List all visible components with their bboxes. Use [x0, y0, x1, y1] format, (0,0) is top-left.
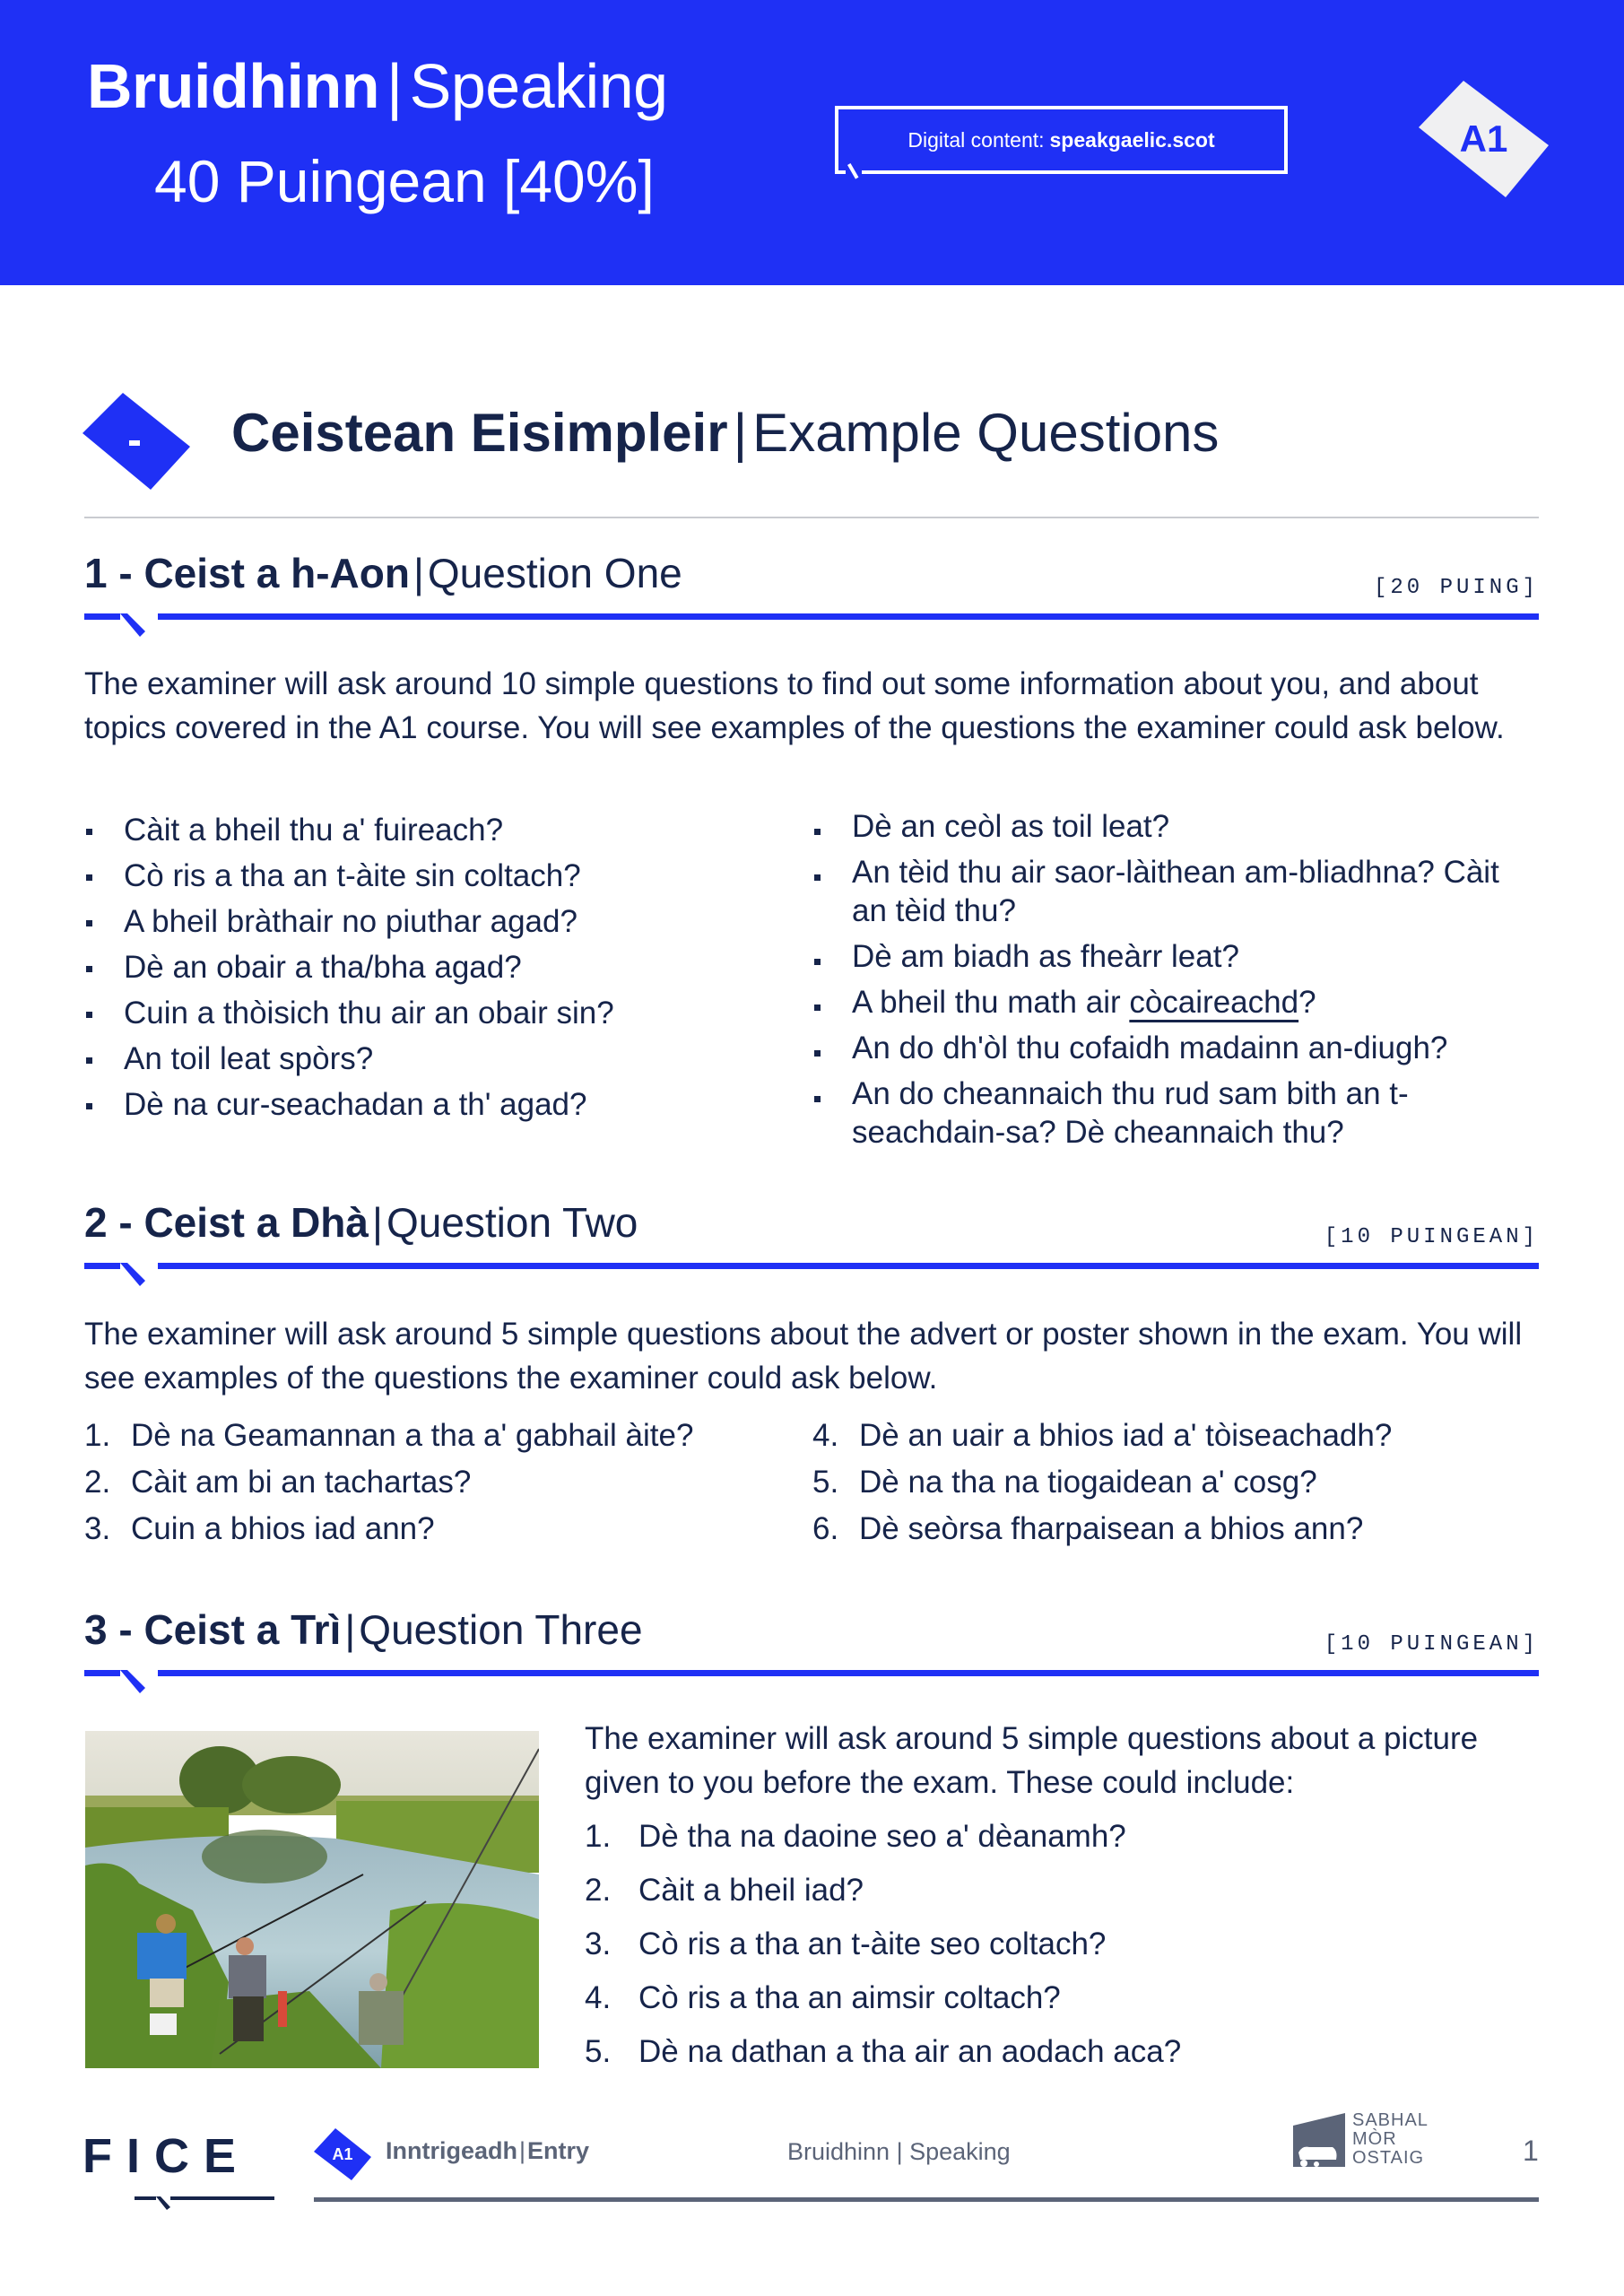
question-2-title-english: Question Two	[386, 1199, 638, 1246]
footer-level	[386, 2137, 589, 2165]
footer-section-label: Bruidhinn | Speaking	[787, 2138, 1011, 2165]
list-item	[84, 1413, 802, 1459]
fice-logo: FICE	[83, 2129, 251, 2183]
item-number: 4.	[812, 1418, 839, 1453]
item-text: Dè na dathan a tha air an aodach aca?	[638, 2034, 1182, 2069]
list-item	[812, 1459, 1539, 1506]
item-number: 2.	[585, 1873, 612, 1908]
page-number: 1	[1523, 2135, 1539, 2167]
question-3-rule	[84, 1670, 1539, 1697]
item-number: 2.	[84, 1465, 111, 1500]
item-number: 3.	[84, 1511, 111, 1546]
question-1-points: [20 PUING]	[1373, 576, 1539, 600]
question-3-title-gaelic: 3 - Ceist a Trì	[84, 1606, 342, 1653]
list-item	[585, 1819, 1535, 1873]
digital-content-link[interactable]: speakgaelic.scot	[1049, 127, 1215, 152]
list-item: An do cheannaich thu rud sam bith an t-seachdain-sa? Dè cheannaich thu?	[812, 1074, 1539, 1152]
item-text: Dè seòrsa fharpaisean a bhios ann?	[859, 1511, 1364, 1546]
list-item: Dè an ceòl as toil leat?	[812, 807, 1539, 846]
question-2-header	[84, 1198, 1539, 1247]
footer-level-gaelic: Inntrigeadh	[386, 2137, 517, 2164]
question-2-title-gaelic: 2 - Ceist a Dhà	[84, 1199, 369, 1246]
list-item: Dè na cur-seachadan a th' agad?	[84, 1082, 784, 1127]
list-item: Dè am biadh as fheàrr leat?	[812, 937, 1539, 976]
list-item	[585, 1926, 1535, 1980]
item-number: 5.	[812, 1465, 839, 1500]
level-badge-label: A1	[1459, 117, 1508, 160]
section-title-separator: |	[733, 403, 748, 463]
question-2-title	[84, 1198, 1539, 1247]
digital-content-callout	[835, 106, 1288, 174]
list-item	[812, 983, 1539, 1022]
section-title-gaelic: Ceistean Eisimpleir	[231, 403, 728, 463]
section-diamond-icon	[83, 393, 190, 490]
question-1-title-english: Question One	[427, 550, 682, 596]
level-badge	[1419, 81, 1549, 197]
title-gaelic: Bruidhinn	[87, 51, 379, 121]
question-1-title-gaelic: 1 - Ceist a h-Aon	[84, 550, 410, 596]
section-divider	[84, 517, 1539, 518]
digital-content-label: Digital content:	[908, 127, 1045, 152]
list-item	[812, 1413, 1539, 1459]
list-item: Cuin a thòisich thu air an obair sin?	[84, 990, 784, 1036]
item-text: Dè tha na daoine seo a' dèanamh?	[638, 1819, 1126, 1854]
question-1-left-list	[84, 807, 784, 1127]
section-title-english: Example Questions	[752, 403, 1220, 463]
item-number: 5.	[585, 2034, 612, 2069]
item-text: Càit am bi an tachartas?	[131, 1465, 472, 1500]
question-2-points: [10 PUINGEAN]	[1324, 1225, 1539, 1249]
list-item-text: A bheil thu math air	[852, 985, 1130, 1020]
footer-level-english: Entry	[527, 2137, 590, 2164]
item-text: Dè an uair a bhios iad a' tòiseachadh?	[859, 1418, 1393, 1453]
fishing-photo	[85, 1731, 539, 2068]
fice-logo-rule-icon	[135, 2195, 274, 2213]
footer-level-separator: |	[519, 2137, 526, 2164]
list-item	[585, 1873, 1535, 1926]
title-separator: |	[386, 51, 403, 121]
page-title	[87, 50, 668, 122]
sabhal-mor-ostaig-logo	[1293, 2110, 1429, 2169]
item-number: 1.	[585, 1819, 612, 1854]
footer-rule	[314, 2197, 1539, 2202]
question-1-header	[84, 549, 1539, 600]
item-number: 6.	[812, 1511, 839, 1546]
question-3-list	[585, 1819, 1535, 2088]
page-header	[0, 0, 1624, 285]
wordmark-line: OSTAIG	[1352, 2148, 1425, 2168]
item-text: Càit a bheil iad?	[638, 1873, 864, 1908]
question-3-title-english: Question Three	[359, 1606, 643, 1653]
footer-level-badge	[314, 2128, 371, 2180]
list-item: Càit a bheil thu a' fuireach?	[84, 807, 784, 853]
list-item	[812, 1506, 1539, 1552]
question-1-rule	[84, 613, 1539, 640]
page-subtitle-points: 40 Puingean [40%]	[154, 148, 655, 214]
list-item: An do dh'òl thu cofaidh madainn an-diugh?	[812, 1029, 1539, 1067]
bull-logo-icon	[1293, 2113, 1349, 2169]
list-item	[585, 1980, 1535, 2034]
speech-bubble-tail-icon	[846, 167, 862, 183]
item-text: Dè na Geamannan a tha a' gabhail àite?	[131, 1418, 694, 1453]
question-3-title	[84, 1605, 1539, 1654]
item-number: 3.	[585, 1926, 612, 1961]
item-number: 4.	[585, 1980, 612, 2015]
item-text: Dè na tha na tiogaidean a' cosg?	[859, 1465, 1317, 1500]
title-english: Speaking	[409, 51, 668, 121]
question-1-right-list	[812, 807, 1539, 1159]
item-text: Cò ris a tha an aimsir coltach?	[638, 1980, 1061, 2015]
section-title	[231, 402, 1219, 464]
question-2-intro: The examiner will ask around 5 simple questions about the advert or poster shown in the exam. You will see examples of the questions the examiner could ask below.	[84, 1317, 1523, 1396]
question-1-intro: The examiner will ask around 10 simple questions to find out some information about you, and about topics covered in the A1 course. You will see examples of the questions the examiner could ask below.	[84, 666, 1505, 745]
question-2-left-list	[84, 1413, 802, 1552]
sabhal-mor-ostaig-wordmark	[1352, 2111, 1429, 2168]
item-text: Cò ris a tha an t-àite seo coltach?	[638, 1926, 1107, 1961]
footer-level-badge-label: A1	[332, 2144, 353, 2163]
list-item	[84, 1459, 802, 1506]
list-item: An toil leat spòrs?	[84, 1036, 784, 1082]
list-item: An tèid thu air saor-làithean am-bliadhna? Càit an tèid thu?	[812, 853, 1539, 930]
item-number: 1.	[84, 1418, 111, 1453]
list-item: Cò ris a tha an t-àite sin coltach?	[84, 853, 784, 899]
wordmark-line: SABHAL	[1352, 2110, 1429, 2130]
question-2-right-list	[812, 1413, 1539, 1552]
question-3-title-separator: |	[344, 1606, 356, 1653]
underlined-keyword: còcaireachd	[1129, 985, 1299, 1020]
question-1-title-separator: |	[413, 550, 424, 596]
list-item: Dè an obair a tha/bha agad?	[84, 944, 784, 990]
question-3-intro: The examiner will ask around 5 simple questions about a picture given to you before the exam. These could include:	[585, 1721, 1479, 1800]
question-2-title-separator: |	[372, 1199, 383, 1246]
question-3-header	[84, 1605, 1539, 1657]
list-item	[585, 2034, 1535, 2088]
question-2-rule	[84, 1263, 1539, 1290]
question-1-title	[84, 549, 1539, 597]
wordmark-line: MÒR	[1352, 2129, 1397, 2149]
question-3-points: [10 PUINGEAN]	[1324, 1632, 1539, 1657]
item-text: Cuin a bhios iad ann?	[131, 1511, 435, 1546]
list-item: A bheil bràthair no piuthar agad?	[84, 899, 784, 944]
list-item	[84, 1506, 802, 1552]
list-item-text-suffix: ?	[1298, 985, 1316, 1020]
